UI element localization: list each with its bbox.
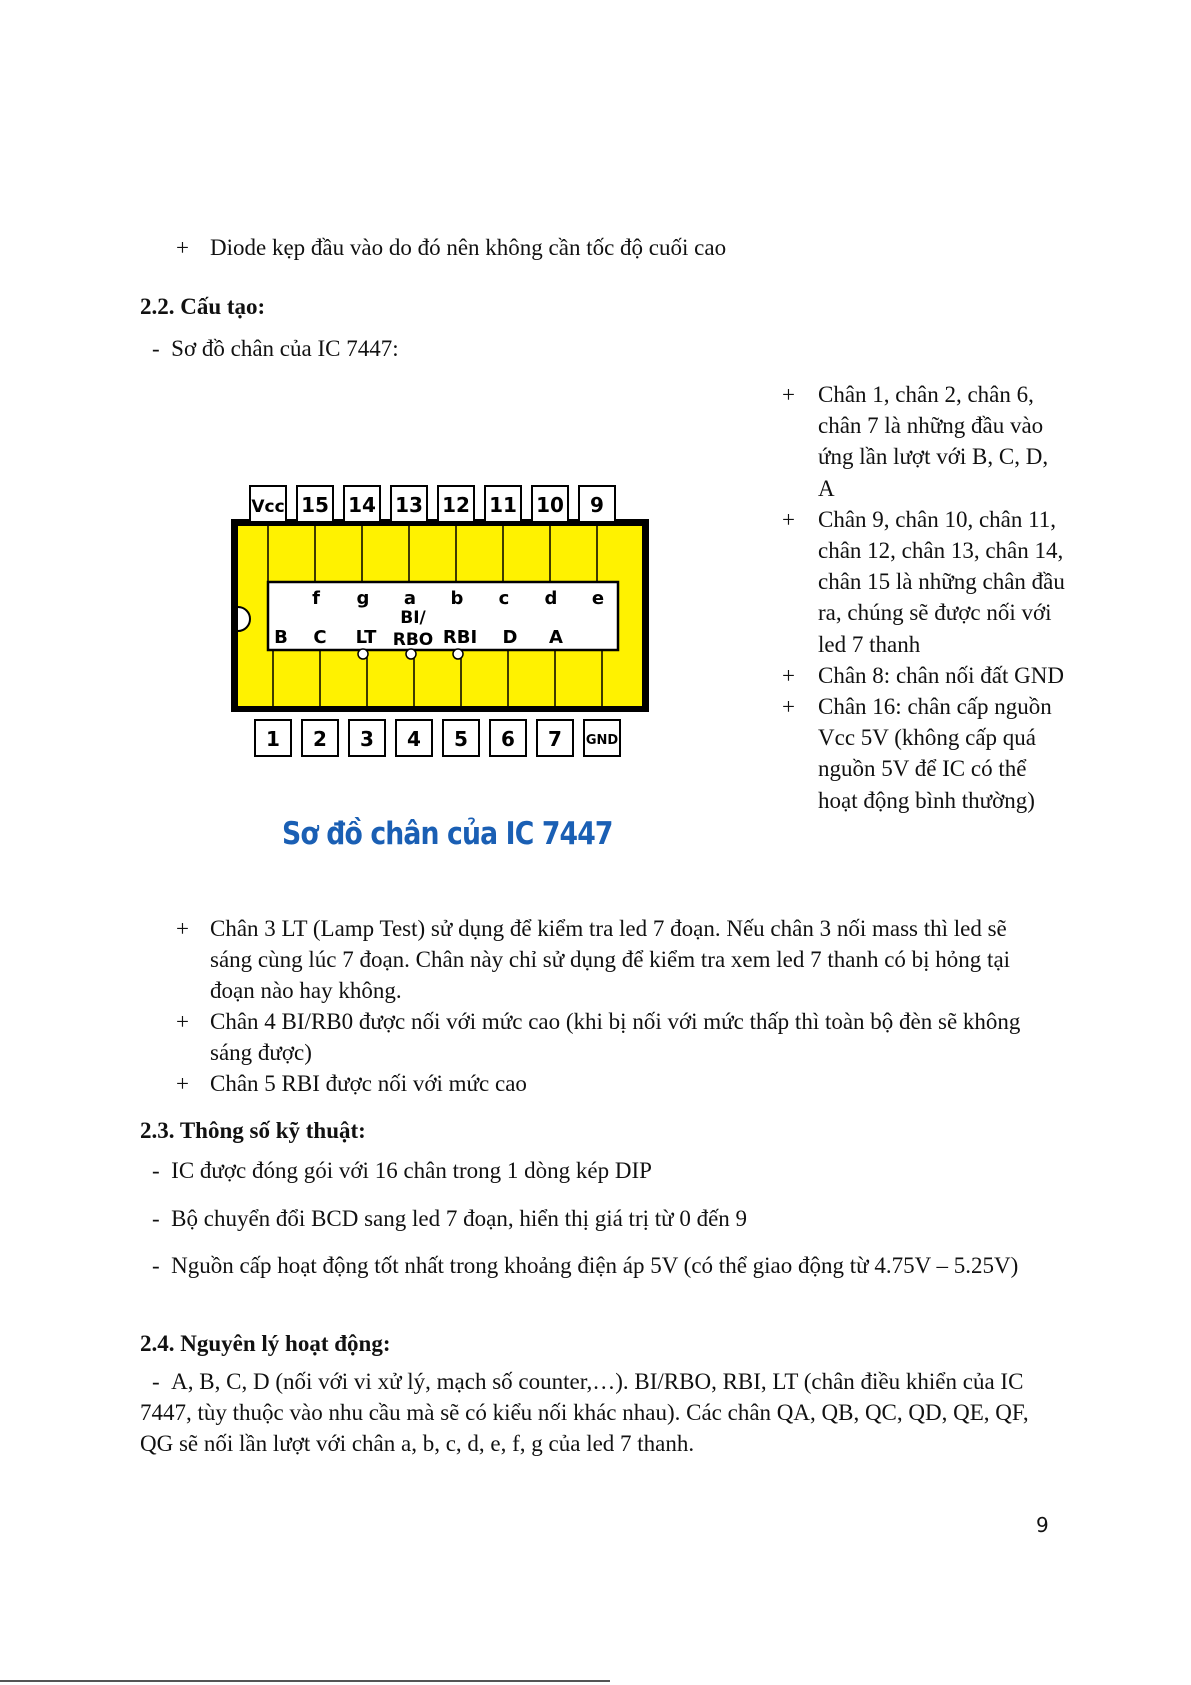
svg-text:d: d [544,588,558,609]
ic-7447-pinout-diagram [228,484,658,760]
svg-text:D: D [502,627,518,648]
svg-text:A: A [549,627,563,648]
svg-text:C: C [313,627,327,648]
svg-text:RBO: RBO [392,630,434,650]
svg-text:RBI: RBI [442,627,478,648]
pin-label: 4 [407,727,421,751]
svg-text:c: c [498,588,510,609]
pin-label: 3 [360,727,374,751]
spec-item: - Bộ chuyển đổi BCD sang led 7 đoạn, hiển thị giá trị từ 0 đến 9 [152,1206,748,1231]
pin-description-list [782,379,1068,816]
pin-label: Vcc [251,497,285,517]
section-2-2-heading: 2.2. Cấu tạo: [140,294,266,319]
svg-text:LT: LT [355,627,377,648]
bullet-plus-sign: + [176,1071,189,1096]
top-pin-row [250,486,615,522]
svg-text:BI/: BI/ [400,608,426,628]
svg-text:e: e [591,588,605,609]
bottom-pin-row [255,720,620,756]
pin-label: 2 [313,727,327,751]
pin-description-item: + Chân 1, chân 2, chân 6, chân 7 là những đầu vào ứng lần lượt với B, C, D, A [782,382,1049,501]
svg-text:g: g [356,588,370,609]
bullet-plus-sign: + [176,1009,189,1034]
pin-label: 7 [548,727,562,751]
svg-text:B: B [274,627,288,648]
pin-label: 15 [301,493,329,517]
pin-label: 14 [348,493,376,517]
pin-label: 6 [501,727,515,751]
pin-label: 9 [590,493,604,517]
pin-label: 10 [536,493,564,517]
dash-item-text: Sơ đồ chân của IC 7447: [171,336,399,361]
dash-item: - Sơ đồ chân của IC 7447: [152,336,399,361]
operating-principle-paragraph: - A, B, C, D (nối với vi xử lý, mạch số counter,…). BI/RBO, RBI, LT (chân điều khiển của IC 7447, tùy thuộc vào nhu cầu mà sẽ có kiểu nối khác nhau). Các chân QA, QB, QC, QD, QE, QF, QG sẽ nối lần lượt với chân a, b, c, d, e, f, g của led 7 thanh. [140,1369,1029,1456]
lt-pin-description: Chân 3 LT (Lamp Test) sử dụng để kiểm tra led 7 đoạn. Nếu chân 3 nối mass thì led sẽ sáng cùng lúc 7 đoạn. Chân này chỉ sử dụng để kiểm tra xem led 7 thanh có bị hỏng tại đoạn nào hay không. [210,916,1011,1003]
footer-rule [0,1680,610,1682]
ic-diagram-caption: Sơ đồ chân của IC 7447 [282,816,613,852]
bullet-plus-sign: + [176,235,189,260]
spec-item: - IC được đóng gói với 16 chân trong 1 dòng kép DIP [152,1158,652,1183]
pin-label: GND [585,733,619,748]
svg-text:b: b [450,588,464,609]
page-number: 9 [1036,1513,1049,1537]
section-2-4-heading: 2.4. Nguyên lý hoạt động: [140,1331,391,1356]
pin-description-item: + Chân 8: chân nối đất GND [782,662,1064,688]
intro-bullet-text: Diode kẹp đầu vào do đó nên không cần tốc độ cuối cao [210,235,727,260]
pin-description-item: + Chân 16: chân cấp nguồn Vcc 5V (không cấp quá nguồn 5V để IC có thể hoạt động bình thường) [782,694,1052,813]
pin-label: 11 [489,493,517,517]
pin-label: 5 [454,727,468,751]
pin-label: 12 [442,493,470,517]
pin-label: 1 [266,727,280,751]
svg-text:f: f [312,588,320,609]
section-2-3-heading: 2.3. Thông số kỹ thuật: [140,1118,366,1143]
rbi-pin-description: Chân 5 RBI được nối với mức cao [210,1071,527,1096]
pin-description-item: + Chân 9, chân 10, chân 11, chân 12, chân 13, chân 14, chân 15 là những chân đầu ra, chúng sẽ được nối với led 7 thanh [782,506,1065,657]
pin-label: 13 [395,493,423,517]
bi-rbo-pin-description: Chân 4 BI/RB0 được nối với mức cao (khi bị nối với mức thấp thì toàn bộ đèn sẽ không sáng được) [210,1009,1021,1065]
spec-item: - Nguồn cấp hoạt động tốt nhất trong khoảng điện áp 5V (có thể giao động từ 4.75V – 5.25V) [152,1253,1019,1278]
bullet-plus-sign: + [176,916,189,941]
svg-text:a: a [403,588,417,609]
